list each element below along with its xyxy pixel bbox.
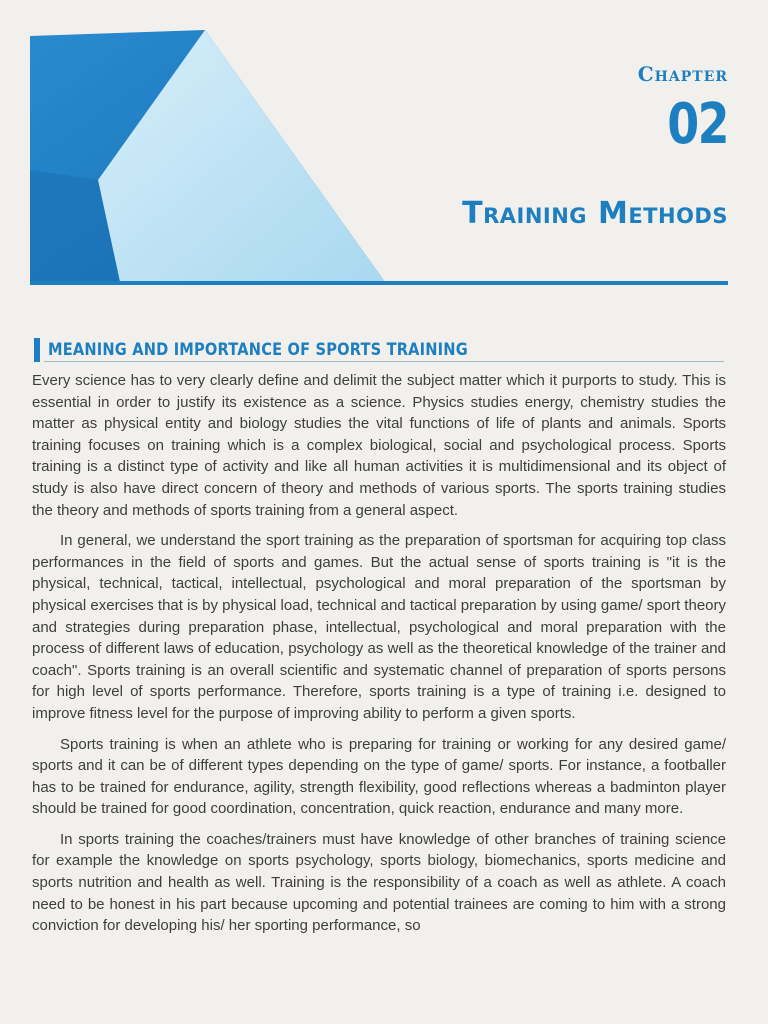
body-text (32, 370, 726, 946)
chapter-number: 02 (667, 92, 728, 157)
paragraph-2: In general, we understand the sport training as the preparation of sportsman for acquiring top class performances in the field of sports and games. But the actual sense of sports training is "it is the physical, technical, tactical, intellectual, psychological and moral preparation of the sportsman by physical exercises that is by physical load, technical and tactical preparation by using game/ sport theory and strategies during preparation phase, intellectual, psychological and moral preparation with the process of different laws of education, psychology as well as the theoretical knowledge of the trainer and coach". Sports training is an overall scientific and systematic channel of preparation of sports persons for high level of sports performance. Therefore, sports training is a type of training i.e. designed to improve fitness level for the purpose of improving ability to perform a given sports. (32, 532, 726, 722)
section-divider (44, 361, 724, 362)
section-heading-text: MEANING AND IMPORTANCE OF SPORTS TRAINING (48, 340, 468, 360)
section-heading (34, 338, 738, 362)
chapter-banner (0, 0, 768, 300)
banner-rule (30, 281, 728, 285)
paragraph-1: Every science has to very clearly define and delimit the subject matter which it purports to study. This is essential in order to justify its existence as a science. Physics studies energy, chemistry studies the matter as physical entity and biology studies the vital functions of life of plants and animals. Sports training focuses on training which is a complex biological, social and psychological process. Sports training is a distinct type of activity and like all human activities it is multidimensional and its object of study is also have direct concern of theory and methods of various sports. The sports training studies the theory and methods of sports training from a general aspect. (32, 372, 726, 519)
chapter-title: Training Methods (462, 196, 728, 231)
paragraph-4: In sports training the coaches/trainers must have knowledge of other branches of training science for example the knowledge on sports psychology, sports biology, biomechanics, sports medicine and sports nutrition and health as well. Training is the responsibility of a coach as well as athlete. A coach need to be honest in his part because upcoming and potential trainees are coming to him with a strong conviction for developing his/ her sporting performance, so (32, 830, 726, 935)
chapter-label: Chapter (637, 62, 728, 86)
paragraph-3: Sports training is when an athlete who is preparing for training or working for any desired game/ sports and it can be of different types depending on the type of game/ sports. For instance, a footballer has to be trained for endurance, agility, strength flexibility, good reflections whereas a badminton player should be trained for good coordination, concentration, quick reaction, endurance and many more. (32, 735, 726, 818)
